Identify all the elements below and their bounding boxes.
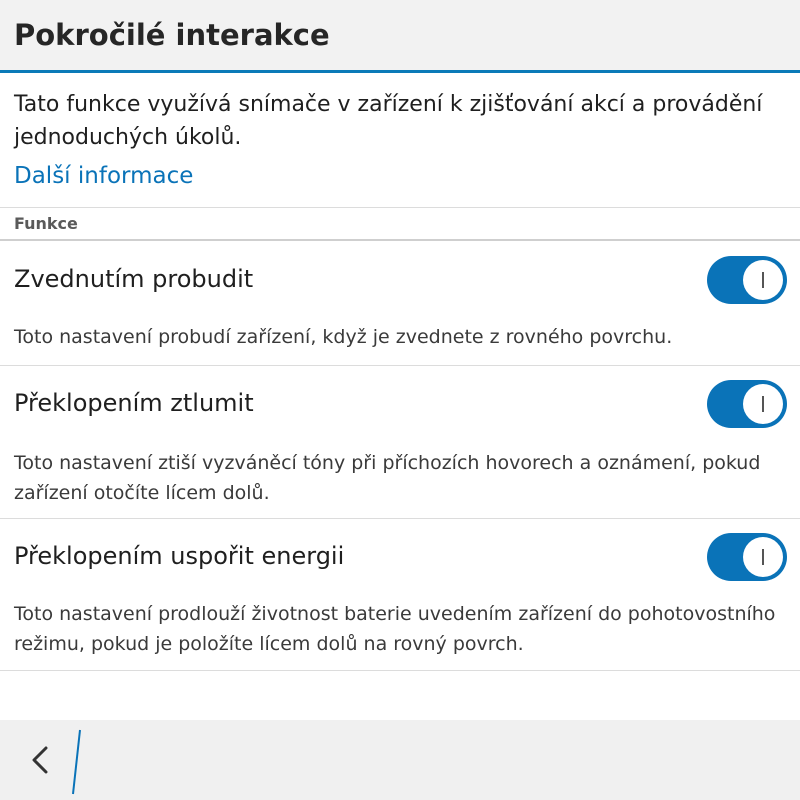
toggle-knob (743, 537, 783, 577)
toggle-knob (743, 384, 783, 424)
divider (0, 518, 800, 519)
back-button[interactable] (20, 738, 64, 782)
action-bar-divider (70, 728, 82, 796)
setting-description: Toto nastavení prodlouží životnost baterie uvedením zařízení do pohotovostního režimu, pokud je položíte lícem dolů na rovný povrch. (14, 603, 776, 655)
toggle-knob (743, 260, 783, 300)
divider (0, 207, 800, 208)
flip-to-save-energy-toggle[interactable] (707, 533, 787, 581)
divider (0, 670, 800, 671)
setting-title: Překlopením uspořit energii (14, 542, 345, 570)
page-title: Pokročilé interakce (14, 18, 330, 52)
bottom-action-bar (0, 720, 800, 800)
setting-title: Překlopením ztlumit (14, 389, 254, 417)
flip-to-mute-toggle[interactable] (707, 380, 787, 428)
setting-description: Toto nastavení ztiší vyzváněcí tóny při příchozích hovorech a oznámení, pokud zařízení otočíte lícem dolů. (14, 452, 761, 504)
setting-description: Toto nastavení probudí zařízení, když je zvednete z rovného povrchu. (14, 326, 673, 348)
chevron-left-icon (20, 738, 64, 782)
wake-on-lift-toggle[interactable] (707, 256, 787, 304)
section-divider (0, 239, 800, 241)
title-bar (0, 0, 800, 73)
setting-title: Zvednutím probudit (14, 265, 254, 293)
more-info-link[interactable]: Další informace (14, 163, 194, 189)
intro-text: Tato funkce využívá snímače v zařízení k zjišťování akcí a provádění jednoduchých úkolů. (14, 92, 763, 150)
divider (0, 365, 800, 366)
section-header: Funkce (14, 214, 78, 233)
